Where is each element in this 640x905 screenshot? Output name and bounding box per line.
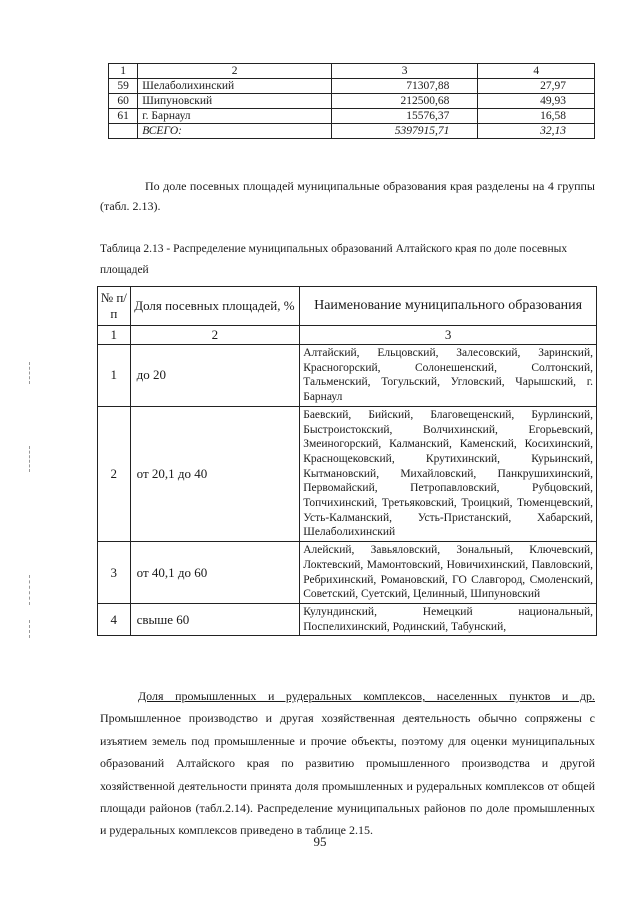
group-districts: Баевский, Бийский, Благовещенский, Бурлинский, Быстроистокский, Волчихинский, Егорьевский, Змеиногорский, Калманский, Каменский, Косихинский, Краснощековский, Крутихинский, Курьинский, Кытмановский, Михайловский, Панкрушихинский, Первомайский, Петропавловский, Рубцовский, Топчихинский, Третьяковский, Троицкий, Тюменцевский, Усть-Калманский, Усть-Пристанский, Хабарский, Шелаболихинский [300, 406, 597, 541]
share-value: 27,97 [478, 79, 595, 94]
column-number: 2 [130, 326, 300, 345]
share-value: 49,93 [478, 94, 595, 109]
table-row [109, 79, 595, 94]
group-share: от 20,1 до 40 [130, 406, 300, 541]
area-value: 71307,88 [331, 79, 477, 94]
paragraph-groups: По доле посевных площадей муниципальные образования края разделены на 4 группы (табл. 2.13). [100, 179, 595, 213]
share-value: 16,58 [478, 109, 595, 124]
table-caption: Таблица 2.13 - Распределение муниципальных образований Алтайского края по доле посевных площадей [100, 243, 568, 276]
group-share: от 40,1 до 60 [130, 542, 300, 604]
group-share: до 20 [130, 345, 300, 407]
header-cell: 1 [109, 64, 138, 79]
table-row [109, 109, 595, 124]
total-label: ВСЕГО: [138, 124, 332, 139]
row-number [109, 124, 138, 139]
paragraph-heading: Доля промышленных и рудеральных комплексов, населенных пунктов и др. [138, 689, 595, 703]
row-number: 61 [109, 109, 138, 124]
table-2-13 [97, 286, 597, 636]
group-number: 2 [98, 406, 131, 541]
area-value: 212500,68 [331, 94, 477, 109]
paragraph-body: Промышленное производство и другая хозяйственная деятельность обычно сопряжены с изъятием земель под промышленные и прочие объекты, поэтому для оценки муниципальных образований Алтайского края по развитию промышленного производства и другой хозяйственной деятельности принята доля промышленных и рудеральных комплексов от общей площади районов (табл.2.14). Распределение муниципальных районов по доле промышленных и рудеральных комплексов приведено в таблице 2.15. [100, 711, 595, 838]
row-number: 59 [109, 79, 138, 94]
header-name: Наименование муниципального образования [300, 287, 597, 326]
header-cell: 3 [331, 64, 477, 79]
page-number: 95 [313, 834, 327, 849]
group-number: 1 [98, 345, 131, 407]
group-districts: Алтайский, Ельцовский, Залесовский, Заринский, Красногорский, Солонешенский, Солтонский, Тальменский, Тогульский, Угловский, Чарышский, г. Барнаул [300, 345, 597, 407]
group-share: свыше 60 [130, 603, 300, 635]
row-number: 60 [109, 94, 138, 109]
group-districts: Алейский, Завьяловский, Зональный, Ключевский, Локтевский, Мамонтовский, Новичихинский, Павловский, Ребрихинский, Романовский, ГО Славгород, Смоленский, Советский, Суетский, Целинный, Шипуновский [300, 542, 597, 604]
table-row [98, 345, 597, 407]
column-number: 3 [300, 326, 597, 345]
table-row [98, 406, 597, 541]
header-cell: 4 [478, 64, 595, 79]
total-area: 5397915,71 [331, 124, 477, 139]
table-row [109, 94, 595, 109]
table-continuation [108, 63, 595, 139]
header-cell: 2 [138, 64, 332, 79]
column-number: 1 [98, 326, 131, 345]
table-header-row [109, 64, 595, 79]
paragraph-industrial [100, 685, 595, 842]
scan-artifact [29, 575, 30, 605]
table-row [98, 542, 597, 604]
total-share: 32,13 [478, 124, 595, 139]
group-number: 4 [98, 603, 131, 635]
scan-artifact [29, 446, 30, 472]
table-total-row [109, 124, 595, 139]
area-value: 15576,37 [331, 109, 477, 124]
group-number: 3 [98, 542, 131, 604]
district-name: Шипуновский [138, 94, 332, 109]
scan-artifact [29, 620, 30, 638]
table-row [98, 603, 597, 635]
group-districts: Кулундинский, Немецкий национальный, Поспелихинский, Родинский, Табунский, [300, 603, 597, 635]
scan-artifact [29, 362, 30, 384]
table-header-row [98, 287, 597, 326]
district-name: Шелаболихинский [138, 79, 332, 94]
column-number-row [98, 326, 597, 345]
header-number: № п/п [98, 287, 131, 326]
district-name: г. Барнаул [138, 109, 332, 124]
header-share: Доля посевных площадей, % [130, 287, 300, 326]
